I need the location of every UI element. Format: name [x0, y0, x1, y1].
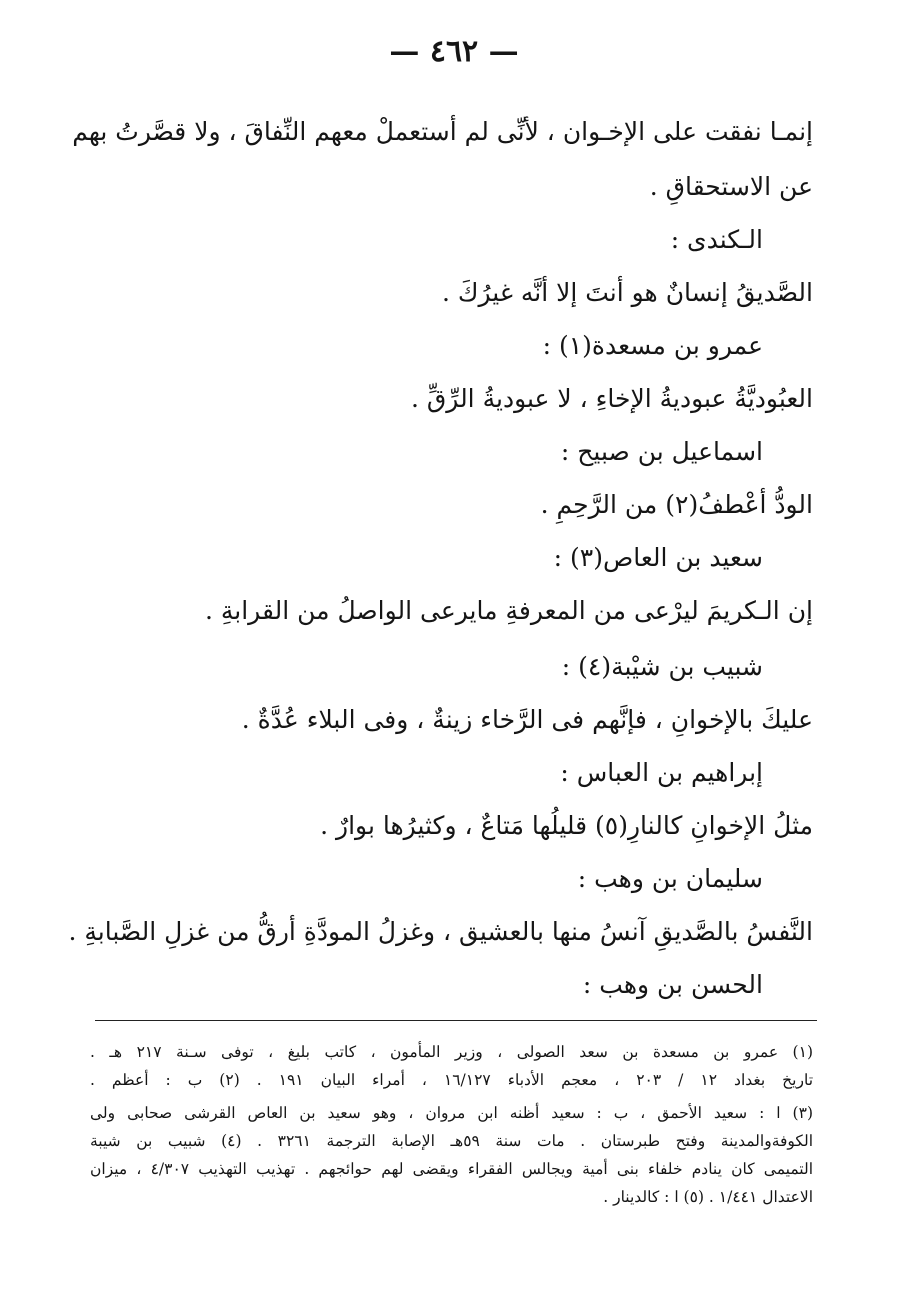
speaker-name: شبيب بن شيْبة(٤) :	[561, 652, 763, 681]
footnote-line: الكوفةوالمدينة وفتح طبرستان . مات سنة ٥٩هـ الإصابة الترجمة ٣٢٦١ . (٤) شبيب بن شيبة	[90, 1132, 813, 1150]
footnote-line: (١) عمرو بن مسعدة بن سعد الصولى ، وزير المأمون ، كاتب بليغ ، توفى سـنة ٢١٧ هـ .	[90, 1043, 813, 1061]
quote-line: الصَّديقُ إنسانٌ هو أنتَ إلا أنَّه غيرُكَ .	[441, 278, 813, 307]
speaker-name: اسماعيل بن صبيح :	[560, 437, 763, 466]
page-number: — ٤٦٢ —	[389, 34, 519, 69]
quote-line: العبُوديَّةُ عبوديةُ الإخاءِ ، لا عبوديةُ الرِّقِّ .	[410, 384, 813, 413]
speaker-name: سعيد بن العاص(٣) :	[553, 543, 763, 572]
speaker-name: الحسن بن وهب :	[582, 970, 763, 999]
body-line: عن الاستحقاقِ .	[649, 172, 813, 201]
speaker-name: عمرو بن مسعدة(١) :	[542, 331, 763, 360]
quote-line: عليكَ بالإخوانِ ، فإنَّهم فى الرَّخاء زينةٌ ، وفى البلاء عُدَّةٌ .	[241, 705, 813, 734]
quote-line: إن الـكريمَ ليرْعى من المعرفةِ مايرعى الواصلُ من القرابةِ .	[204, 596, 813, 625]
quote-line: مثلُ الإخوانِ كالنارِ(٥) قليلُها مَتاعٌ ، وكثيرُها بوارٌ .	[320, 811, 813, 840]
footnote-line: التميمى كان ينادم خلفاء بنى أمية ويجالس الفقراء ويقضى لهم حوائجهم . تهذيب التهذيب ٤/٣٠٧ ، ميزان	[90, 1160, 813, 1178]
quote-line: النَّفسُ بالصَّديقِ آنسُ منها بالعشيق ، وغزلُ المودَّةِ أرقُّ من غزلِ الصَّبابةِ .	[68, 917, 813, 946]
speaker-name: إبراهيم بن العباس :	[560, 758, 763, 787]
footnote-line: (٣) ا : سعيد الأحمق ، ب : سعيد أظنه ابن مروان ، وهو سعيد بن العاص القرشى صحابى ولى	[90, 1104, 813, 1122]
footnote-line: تاريخ بغداد ١٢ / ٢٠٣ ، معجم الأدباء ١٦/١٢٧ ، أمراء البيان ١٩١ . (٢) ب : أعظم .	[90, 1071, 813, 1089]
footnote-line: الاعتدال ١/٤٤١ . (٥) ا : كالدينار .	[603, 1188, 813, 1206]
speaker-name: الـكندى :	[670, 225, 763, 254]
footnote-divider	[95, 1020, 817, 1021]
speaker-name: سليمان بن وهب :	[577, 864, 763, 893]
quote-line: الودُّ أعْطفُ(٢) من الرَّحِمِ .	[540, 490, 813, 519]
body-line: إنمـا نفقت على الإخـوان ، لأنِّى لم أستعملْ معهم النِّفاقَ ، ولا قصَّرتُ بهم	[72, 117, 813, 146]
